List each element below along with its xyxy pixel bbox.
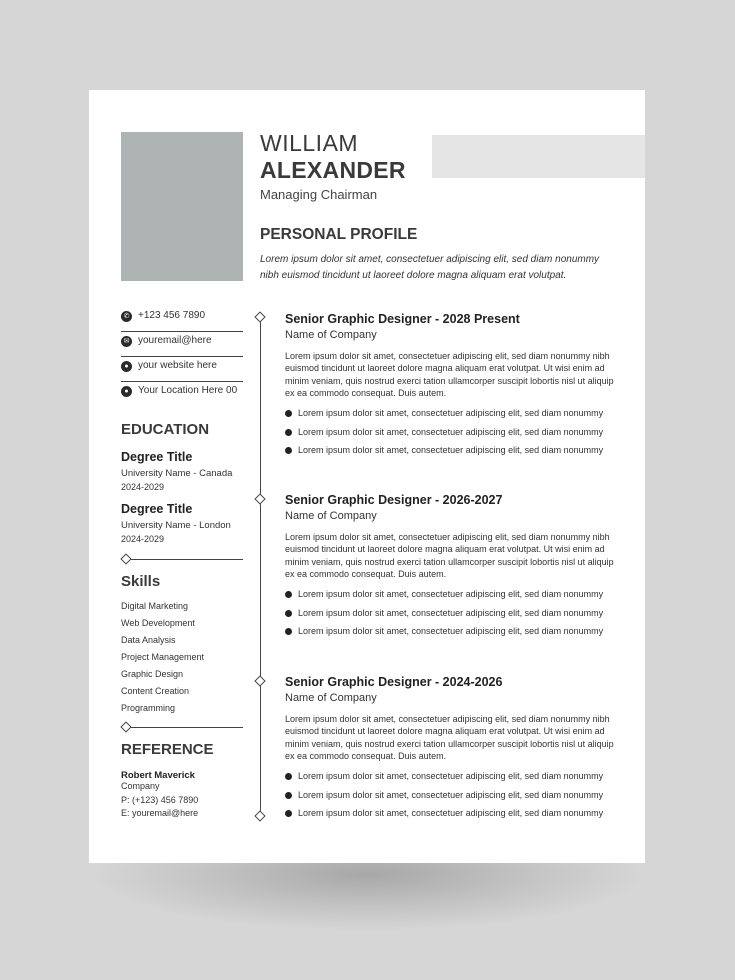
job-company: Name of Company [285, 510, 377, 522]
bullet-item: Lorem ipsum dolor sit amet, consectetuer adipiscing elit, sed diam nonummy [285, 407, 620, 426]
contact-email-text: youremail@here [138, 335, 212, 346]
reference-phone: P: (+123) 456 7890 [121, 795, 199, 805]
bullet-item: Lorem ipsum dolor sit amet, consectetuer adipiscing elit, sed diam nonummy [285, 770, 620, 789]
bullet-dot-icon [285, 628, 292, 635]
profile-heading: PERSONAL PROFILE [260, 226, 418, 243]
job-description: Lorem ipsum dolor sit amet, consectetuer adipiscing elit, sed diam nonummy nibh euismod tincidunt ut laoreet dolore magna aliquam erat volutpat. Ut wisi enim ad minim veniam, quis nostrud exerci tation ullamcorper suscipit lobortis nisl ut aliquip ex ea commodo consequat. Duis autem. [285, 532, 614, 579]
experience-entry [285, 674, 620, 826]
job-title: Senior Graphic Designer - 2028 Present [285, 312, 520, 326]
contact-phone-text: +123 456 7890 [138, 310, 206, 321]
section-divider [121, 554, 243, 564]
degree-years: 2024-2029 [121, 534, 165, 544]
timeline-diamond-icon [254, 493, 265, 504]
skill-item: Web Development [121, 618, 195, 628]
bullet-dot-icon [285, 810, 292, 817]
header-accent-bar [432, 135, 645, 178]
skill-item: Graphic Design [121, 669, 184, 679]
timeline-diamond-icon [254, 311, 265, 322]
degree-school: University Name - London [121, 520, 231, 531]
job-role: Managing Chairman [260, 187, 378, 202]
email-icon: ✉ [121, 336, 132, 347]
job-company: Name of Company [285, 329, 377, 341]
bullet-item: Lorem ipsum dolor sit amet, consectetuer adipiscing elit, sed diam nonummy [285, 444, 620, 463]
skill-item: Programming [121, 703, 176, 713]
skills-list [121, 600, 204, 719]
paper-shadow [95, 860, 640, 930]
diamond-icon [120, 721, 131, 732]
skill-item: Digital Marketing [121, 601, 189, 611]
job-bullets [285, 407, 620, 463]
bullet-item: Lorem ipsum dolor sit amet, consectetuer adipiscing elit, sed diam nonummy [285, 607, 620, 626]
bullet-item: Lorem ipsum dolor sit amet, consectetuer adipiscing elit, sed diam nonummy [285, 807, 620, 826]
job-company: Name of Company [285, 692, 377, 704]
reference-name: Robert Maverick [121, 770, 195, 781]
bullet-item: Lorem ipsum dolor sit amet, consectetuer adipiscing elit, sed diam nonummy [285, 426, 620, 445]
diamond-icon [120, 553, 131, 564]
reference-heading: REFERENCE [121, 741, 214, 758]
bullet-item: Lorem ipsum dolor sit amet, consectetuer adipiscing elit, sed diam nonummy [285, 789, 620, 808]
section-divider [121, 722, 243, 732]
reference-company: Company [121, 781, 160, 791]
contact-location [121, 381, 243, 406]
timeline-diamond-icon [254, 675, 265, 686]
degree-title: Degree Title [121, 502, 193, 516]
job-title: Senior Graphic Designer - 2024-2026 [285, 675, 503, 689]
bullet-dot-icon [285, 773, 292, 780]
contact-email [121, 331, 243, 357]
skill-item: Project Management [121, 652, 205, 662]
contact-location-text: Your Location Here 00 [138, 385, 238, 396]
first-name: WILLIAM [260, 130, 359, 156]
contact-website [121, 356, 243, 382]
profile-photo-placeholder [121, 132, 243, 281]
experience-entry [285, 492, 620, 644]
bullet-dot-icon [285, 410, 292, 417]
education-heading: EDUCATION [121, 421, 210, 438]
job-bullets [285, 770, 620, 826]
reference-email: E: youremail@here [121, 808, 199, 818]
bullet-dot-icon [285, 792, 292, 799]
contact-phone [121, 306, 243, 332]
job-description: Lorem ipsum dolor sit amet, consectetuer adipiscing elit, sed diam nonummy nibh euismod tincidunt ut laoreet dolore magna aliquam erat volutpat. Ut wisi enim ad minim veniam, quis nostrud exerci tation ullamcorper suscipit lobortis nisl ut aliquip ex ea commodo consequat. Duis autem. [285, 714, 614, 761]
bullet-dot-icon [285, 447, 292, 454]
profile-text: Lorem ipsum dolor sit amet, consectetuer adipiscing elit, sed diam nonummy nibh euismod tincidunt ut laoreet dolore magna aliquam erat volutpat. [260, 254, 600, 281]
timeline-diamond-icon [254, 810, 265, 821]
contact-website-text: your website here [138, 360, 217, 371]
globe-icon: ● [121, 361, 132, 372]
job-title: Senior Graphic Designer - 2026-2027 [285, 493, 503, 507]
degree-years: 2024-2029 [121, 482, 165, 492]
location-pin-icon: ● [121, 386, 132, 397]
job-bullets [285, 588, 620, 644]
bullet-item: Lorem ipsum dolor sit amet, consectetuer adipiscing elit, sed diam nonummy [285, 625, 620, 644]
bullet-dot-icon [285, 610, 292, 617]
experience-entry [285, 311, 620, 463]
degree-title: Degree Title [121, 450, 193, 464]
bullet-dot-icon [285, 429, 292, 436]
phone-icon: ✆ [121, 311, 132, 322]
skill-item: Content Creation [121, 686, 190, 696]
job-description: Lorem ipsum dolor sit amet, consectetuer adipiscing elit, sed diam nonummy nibh euismod tincidunt ut laoreet dolore magna aliquam erat volutpat. Ut wisi enim ad minim veniam, quis nostrud exerci tation ullamcorper suscipit lobortis nisl ut aliquip ex ea commodo consequat. Duis autem. [285, 351, 614, 398]
bullet-item: Lorem ipsum dolor sit amet, consectetuer adipiscing elit, sed diam nonummy [285, 588, 620, 607]
last-name: ALEXANDER [260, 157, 406, 183]
skill-item: Data Analysis [121, 635, 176, 645]
timeline-line [260, 318, 261, 816]
degree-school: University Name - Canada [121, 468, 233, 479]
skills-heading: Skills [121, 573, 161, 590]
bullet-dot-icon [285, 591, 292, 598]
resume-page [89, 90, 645, 863]
